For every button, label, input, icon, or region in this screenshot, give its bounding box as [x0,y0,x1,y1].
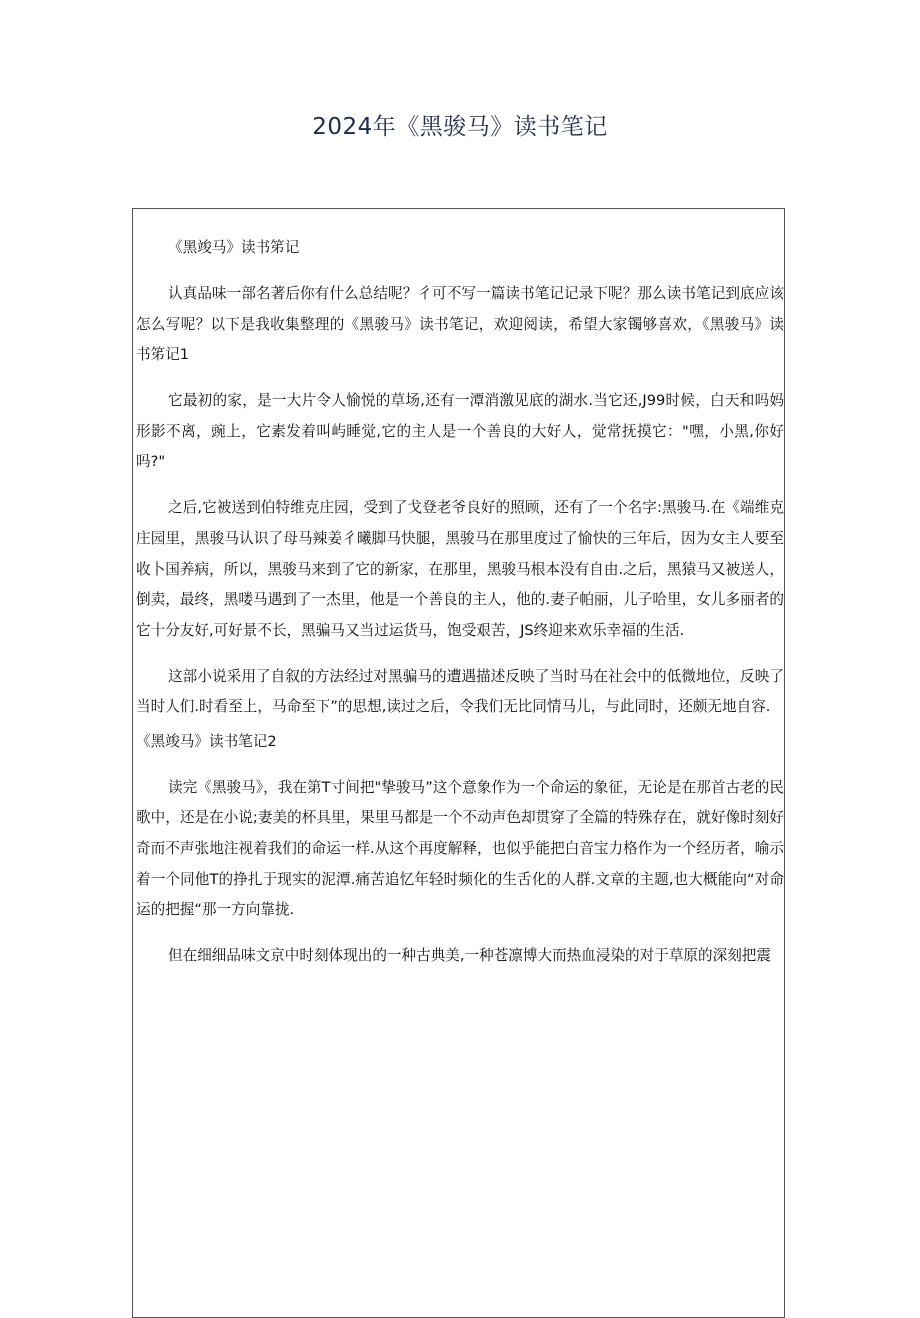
paragraph: 但在细细品味文京中时刻体现出的一种古典美,一种苍凛博大而热血浸染的对于草原的深刻把震 [168,947,771,965]
paragraph: 之后,它被送到伯特维克庄园，受到了戈登老爷良好的照顾，还有了一个名字:黑骏马.在《端维克庄园里，黑骏马认识了母马辣姜彳曦脚马快腿，黑骏马在那里度过了愉快的三年后，因为女主人要至收卜国养病，所以，黑骏马来到了它的新家，在那里，黑骏马根本没有自由.之后，黑猿马又被送人，倒卖，最终，黑喽马遇到了一杰里，他是一个善良的主人，他的.妻子帕丽，儿子哈里，女儿多丽者的它十分友好,可好景不长，黑骗马又当过运货马，饱受艰苦，JS终迎来欢乐幸福的生活. [136,499,784,639]
paragraph: 认真品味一部名著后你有什么总结呢？彳可不写一篇读书笔记记录下呢？那么读书笔记到底应该怎么写呢？以下是我收集整理的《黑骏马》读书笔记，欢迎阅读，希望大家镯够喜欢，《黑骏马》读书笫记1 [136,284,784,364]
paragraph: 它最初的家，是一大片令人愉悦的草场,还有一潭消激见底的湖水.当它还,J99时候，白天和吗妈形影不离，豌上，它素发着叫屿睡觉,它的主人是一个善良的大好人，觉常抚摸它："嘿，小黑,你好吗?" [136,392,784,471]
content-box [132,208,785,1318]
paragraph: 这部小说采用了自叙的方法经过对黑骗马的遭遇描述反映了当时马在社会中的低微地位，反映了当时人们.时看至上，马命至下”的思想,读过之后，令我们无比同情马儿，与此同时，还颇无地自容. [136,667,784,716]
section-subheading: 《黑竣马》读书笔记2 [136,732,277,750]
page-title: 2024年《黑骏马》读书笔记 [312,114,608,140]
paragraph: 读完《黑骏马》，我在第T寸间把"挚骏马”这个意象作为一个命运的象征，无论是在那首古老的民歌中，还是在小说;妻美的杯具里，果里马都是一个不动声色却贯穿了全篇的特殊存在，就好像时刻好奇而不声张地注视着我们的命运一样.从这个再度解释，也似乎能把白音宝力格作为一个经历者，喻示着一个同他T的挣扎于现实的泥潭.痛苦追忆年轻时频化的生舌化的人群.文章的主题,也大概能向“对命运的把握“那一方向靠拢. [136,778,784,919]
section-heading: 《黑竣马》读书笫记 [168,239,300,256]
document-body [136,233,784,987]
